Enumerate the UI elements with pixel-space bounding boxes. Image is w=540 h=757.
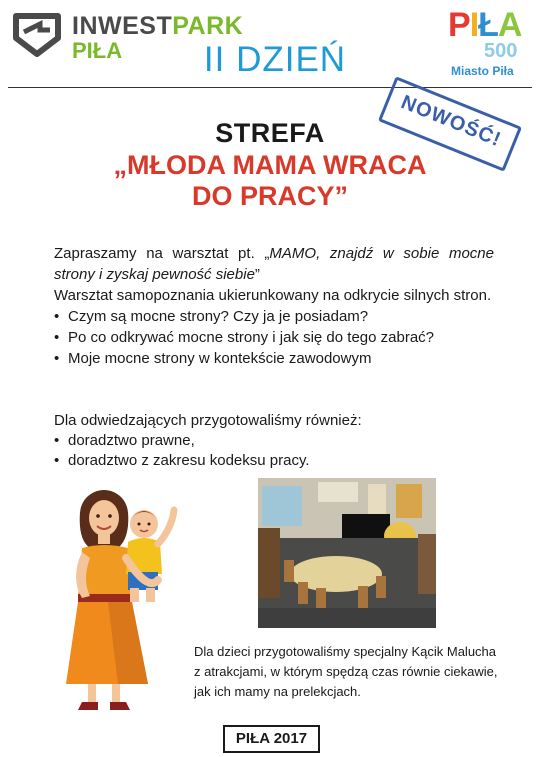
extras-list [54, 431, 494, 471]
stamp-text: NOWOŚĆ! [397, 91, 505, 152]
list-item: • doradztwo prawne, [54, 431, 494, 451]
extras-section [54, 411, 494, 471]
caption-line-1: Dla dzieci przygotowaliśmy specjalny Kącik Malucha [194, 644, 497, 659]
caption-line-2: z atrakcjami, w którym spędzą czas równie ciekawie, [194, 664, 498, 679]
zone-title [60, 150, 480, 212]
workshop-topics [54, 306, 494, 369]
kids-corner-caption [194, 642, 534, 702]
day-title: II DZIEŃ [203, 40, 347, 79]
zone-title-line1: „MŁODA MAMA WRACA [113, 150, 427, 180]
pila-logo-text: PIŁA [448, 6, 522, 44]
workshop-description: Warsztat samopoznania ukierunkowany na odkrycie silnych stron. [54, 287, 492, 304]
list-item: • doradztwo z zakresu kodeksu pracy. [54, 451, 494, 471]
list-item: • Po co odkrywać mocne strony i jak się do tego zabrać? [54, 327, 494, 348]
workshop-title: MAMO, znajdź w sobie mocne strony i zyskaj pewność siebie [54, 245, 494, 283]
logo-wordmark-top: INWESTPARK [72, 12, 244, 40]
footer-location-year: PIŁA 2017 [223, 725, 320, 753]
mother-illustration-icon [48, 488, 188, 716]
header-divider [8, 87, 532, 88]
workshop-intro: Zapraszamy na warsztat pt. „MAMO, znajdź w sobie mocne strony i zyskaj pewność siebie” [54, 245, 494, 283]
zone-label: STREFA [215, 118, 325, 148]
inwestpark-shield-logo-icon [10, 10, 64, 58]
kids-corner-room-photo-icon [258, 478, 436, 628]
workshop-section [54, 243, 494, 369]
mother-with-child-illustration [48, 488, 188, 716]
extras-heading: Dla odwiedzających przygotowaliśmy również: [54, 412, 362, 429]
logo-wordmark-bottom: PIŁA [72, 38, 123, 63]
list-item: • Czym są mocne strony? Czy ja je posiadam? [54, 306, 494, 327]
zone-title-line2: DO PRACY” [191, 181, 348, 211]
city-label: Miasto Piła [451, 64, 514, 78]
list-item: • Moje mocne strony w kontekście zawodowym [54, 348, 494, 369]
caption-line-3: jak ich mamy na prelekcjach. [194, 684, 361, 699]
kids-corner-photo [258, 478, 436, 628]
pila-500-logo [440, 6, 535, 81]
anniversary-number: 500 [484, 40, 518, 62]
